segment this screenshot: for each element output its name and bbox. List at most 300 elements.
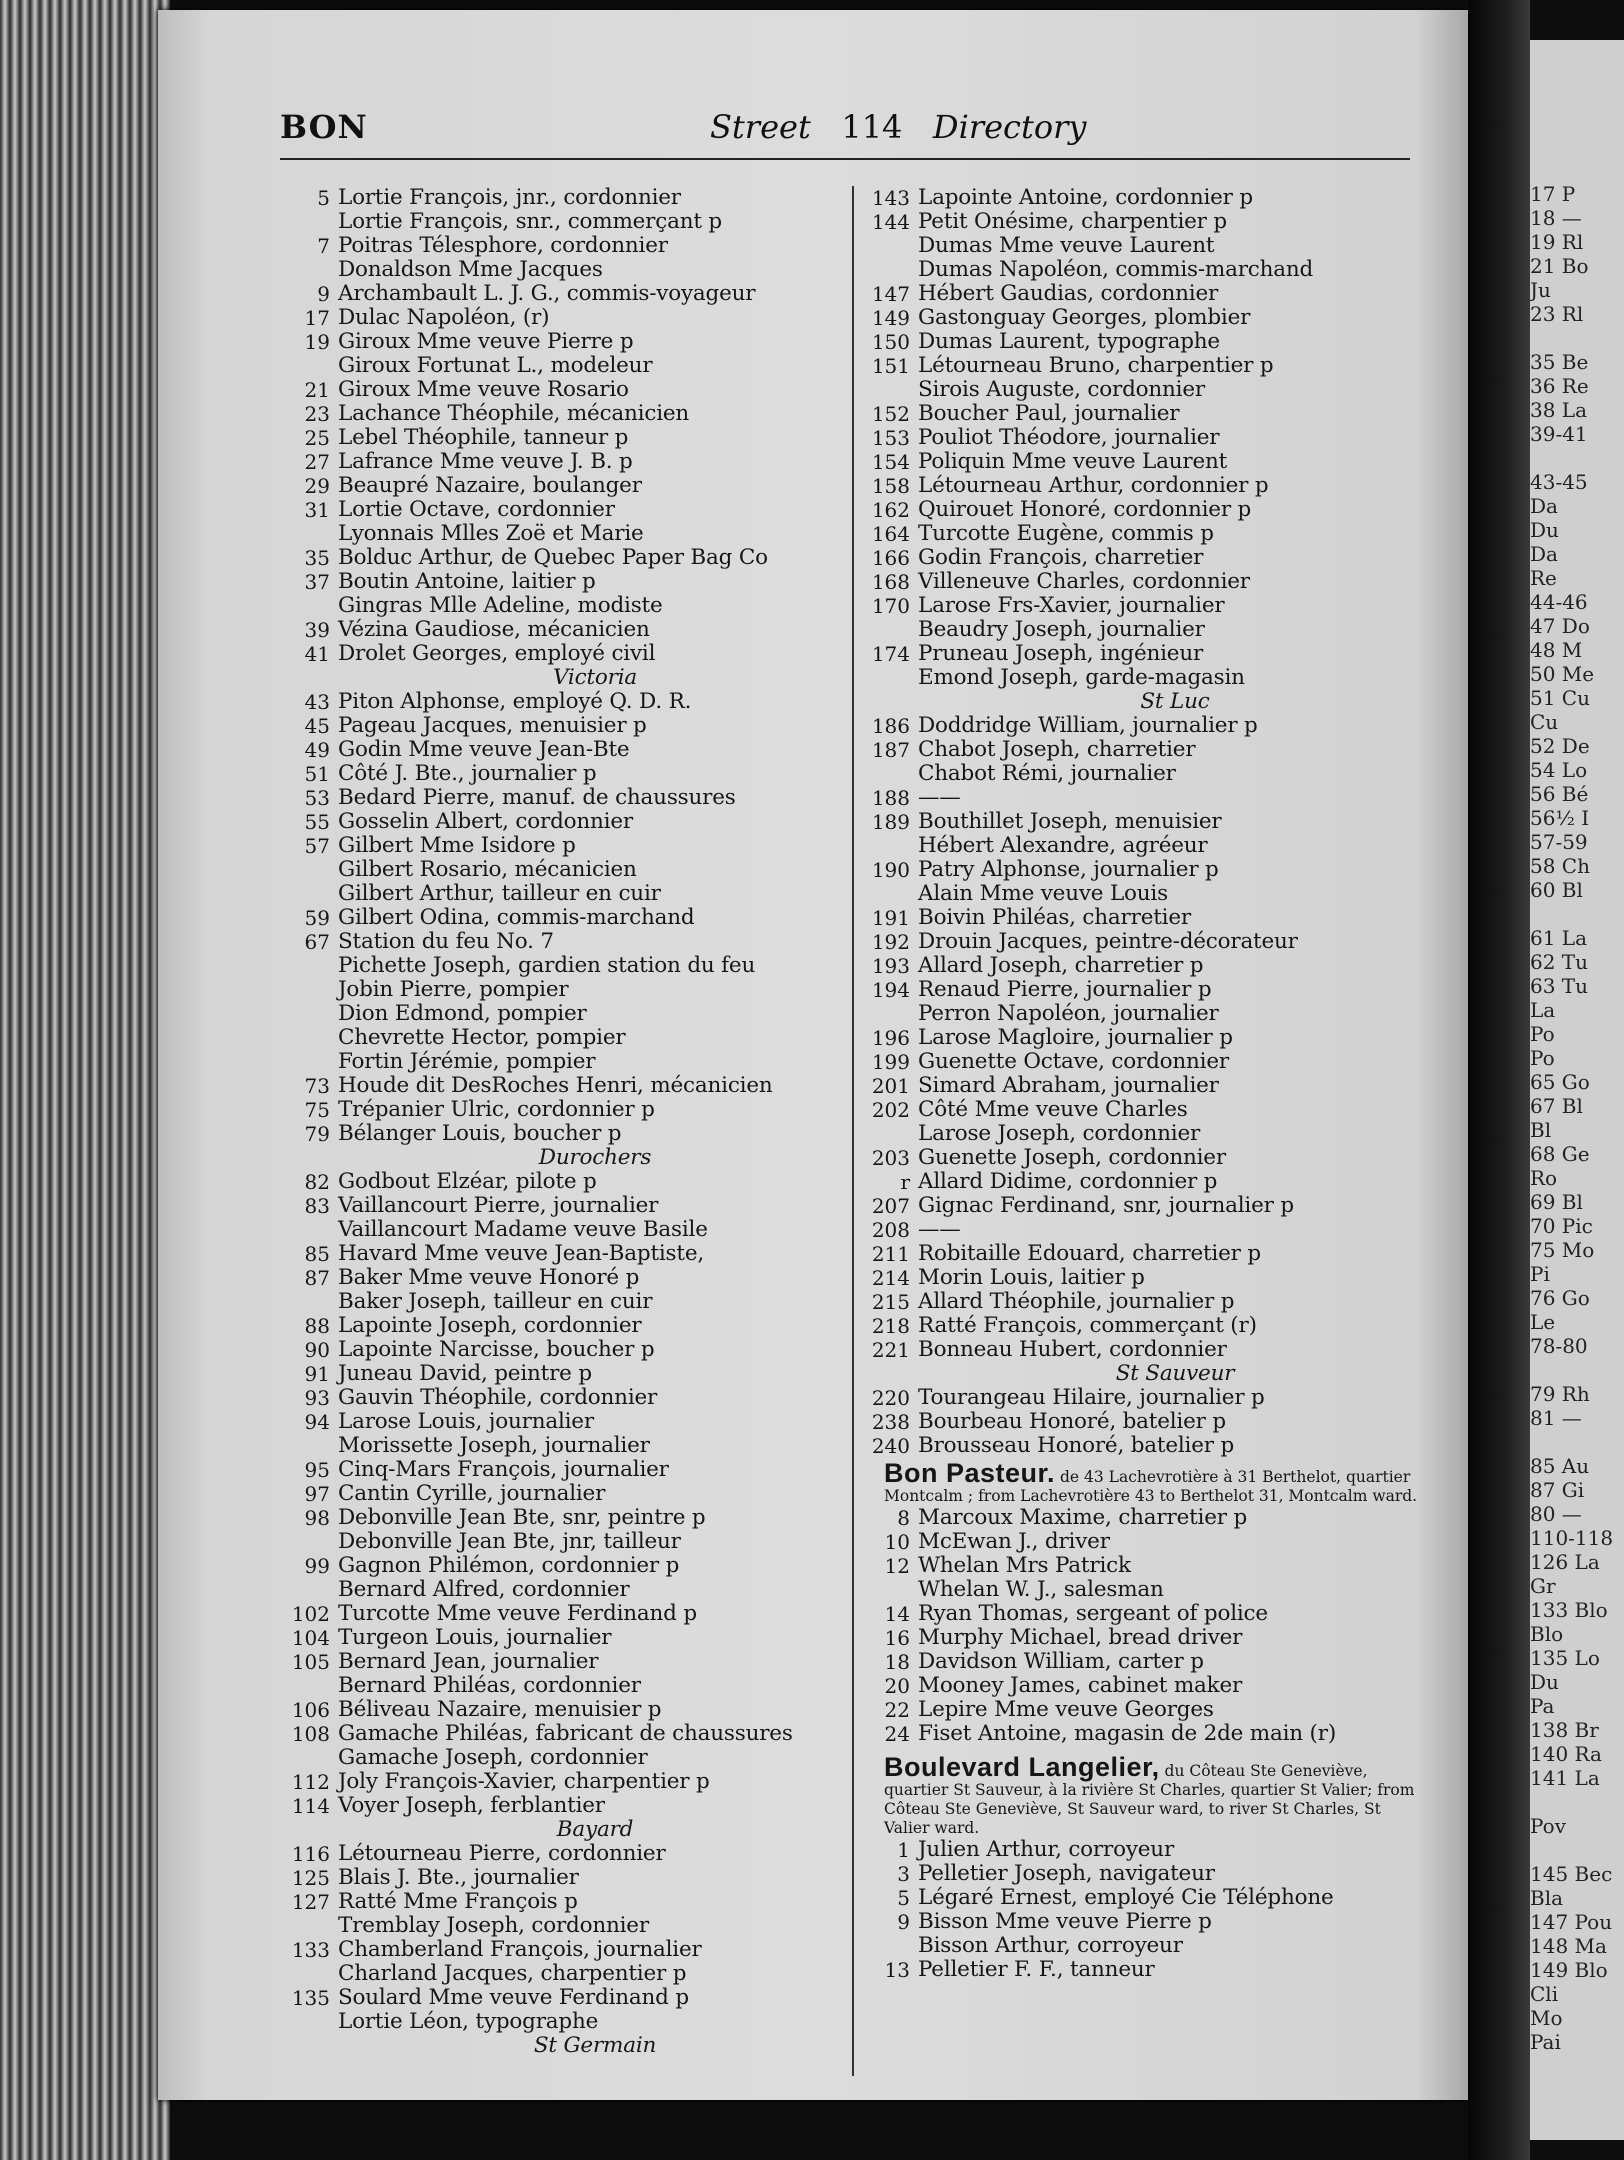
resident-name: Larose Magloire, journalier p — [918, 1025, 1233, 1050]
house-number: 8 — [897, 1506, 910, 1530]
facing-page-line — [1530, 1166, 1624, 1190]
directory-entry — [280, 258, 850, 282]
facing-page-text — [1530, 1358, 1624, 1382]
directory-entry — [860, 570, 1430, 594]
facing-page-line — [1530, 1142, 1624, 1166]
resident-name: Marcoux Maxime, charretier p — [918, 1505, 1248, 1530]
house-number — [860, 1002, 918, 1026]
facing-page-text: 51 Cu — [1530, 686, 1590, 710]
directory-entry — [280, 1218, 850, 1242]
boulevard-heading — [860, 1752, 1430, 1838]
directory-entry — [280, 1122, 850, 1146]
house-number — [860, 1578, 918, 1602]
resident-name: Lortie François, jnr., cordonnier — [338, 185, 681, 210]
book-gutter — [1468, 0, 1530, 2160]
resident-name: Houde dit DesRoches Henri, mécanicien — [338, 1073, 773, 1098]
house-number — [860, 234, 918, 258]
directory-entry — [860, 1530, 1430, 1554]
house-number: 208 — [871, 1218, 910, 1242]
facing-page-line — [1530, 1526, 1624, 1550]
resident-name: Charland Jacques, charpentier p — [338, 1961, 687, 1986]
cross-street-name: Durochers — [538, 1145, 652, 1170]
bon-pasteur-heading — [860, 1458, 1430, 1506]
resident-name: Chabot Joseph, charretier — [918, 737, 1196, 762]
resident-name: Gastonguay Georges, plombier — [918, 305, 1251, 330]
resident-name: Gingras Mlle Adeline, modiste — [338, 593, 663, 618]
cross-street-name: Victoria — [552, 665, 638, 690]
facing-page-line — [1530, 350, 1624, 374]
facing-page-text: Da — [1530, 494, 1558, 518]
directory-entry — [860, 1146, 1430, 1170]
facing-page-line — [1530, 182, 1624, 206]
house-number — [860, 762, 918, 786]
facing-page-line — [1530, 1982, 1624, 2006]
facing-page-line — [1530, 1718, 1624, 1742]
facing-page-text: 70 Pic — [1530, 1214, 1593, 1238]
facing-page-text: 56 Bé — [1530, 782, 1589, 806]
facing-page-line — [1530, 302, 1624, 326]
resident-name: Vaillancourt Pierre, journalier — [338, 1193, 659, 1218]
resident-name: Béliveau Nazaire, menuisier p — [338, 1697, 662, 1722]
facing-page-text: La — [1530, 998, 1556, 1022]
house-number — [860, 882, 918, 906]
resident-name: Ryan Thomas, sergeant of police — [918, 1601, 1268, 1626]
house-number — [280, 1434, 338, 1458]
directory-entry — [860, 978, 1430, 1002]
house-number: 18 — [884, 1650, 910, 1674]
facing-page-line — [1530, 1046, 1624, 1070]
house-number: 106 — [291, 1698, 330, 1722]
facing-page-line — [1530, 1646, 1624, 1670]
facing-page-line — [1530, 230, 1624, 254]
house-number: 9 — [317, 282, 330, 306]
resident-name: Lyonnais Mlles Zoë et Marie — [338, 521, 644, 546]
house-number — [280, 1050, 338, 1074]
resident-name: Larose Louis, journalier — [338, 1409, 594, 1434]
directory-entry — [860, 1314, 1430, 1338]
directory-entry — [860, 426, 1430, 450]
facing-page-line — [1530, 1958, 1624, 1982]
directory-entry — [860, 1506, 1430, 1530]
house-number: 91 — [304, 1362, 330, 1386]
directory-entry — [280, 546, 850, 570]
resident-name: Allard Didime, cordonnier p — [918, 1169, 1218, 1194]
house-number: 20 — [884, 1674, 910, 1698]
house-number: 112 — [291, 1770, 330, 1794]
resident-name: Voyer Joseph, ferblantier — [338, 1793, 605, 1818]
resident-name: Dumas Mme veuve Laurent — [918, 233, 1215, 258]
directory-entry — [280, 210, 850, 234]
facing-page-line — [1530, 1238, 1624, 1262]
directory-entry — [280, 618, 850, 642]
facing-page-text: 54 Lo — [1530, 758, 1588, 782]
facing-page-text: 48 M — [1530, 638, 1583, 662]
directory-entry — [860, 1434, 1430, 1458]
directory-entry — [860, 1074, 1430, 1098]
street-name: Boulevard Langelier, — [884, 1752, 1160, 1782]
house-number: 13 — [884, 1958, 910, 1982]
house-number: r — [900, 1170, 910, 1194]
house-number: 199 — [871, 1050, 910, 1074]
cross-street-label — [280, 2034, 850, 2058]
house-number: 133 — [291, 1938, 330, 1962]
directory-entry — [280, 1602, 850, 1626]
facing-page-text: 57-59 — [1530, 830, 1588, 854]
directory-entry — [280, 882, 850, 906]
facing-page-text: 147 Pou — [1530, 1910, 1613, 1934]
resident-name: Tremblay Joseph, cordonnier — [338, 1913, 649, 1938]
directory-entry — [860, 1170, 1430, 1194]
facing-page-text: Da — [1530, 542, 1558, 566]
facing-page-text: 145 Bec — [1530, 1862, 1613, 1886]
resident-name: Gosselin Albert, cordonnier — [338, 809, 633, 834]
house-number: 57 — [304, 834, 330, 858]
house-number — [280, 354, 338, 378]
directory-entry — [860, 474, 1430, 498]
house-number: 202 — [871, 1098, 910, 1122]
directory-entry — [280, 714, 850, 738]
directory-entry — [860, 594, 1430, 618]
facing-page-line — [1530, 1358, 1624, 1382]
directory-entry — [280, 498, 850, 522]
directory-entry — [860, 1338, 1430, 1362]
facing-page-line — [1530, 1574, 1624, 1598]
facing-page-text: 60 Bl — [1530, 878, 1583, 902]
house-number: 188 — [871, 786, 910, 810]
facing-page-line — [1530, 1478, 1624, 1502]
directory-entry — [280, 450, 850, 474]
directory-entry — [860, 1650, 1430, 1674]
house-number: 105 — [291, 1650, 330, 1674]
resident-name: Cantin Cyrille, journalier — [338, 1481, 606, 1506]
facing-page-text: Ju — [1530, 278, 1551, 302]
resident-name: Turcotte Mme veuve Ferdinand p — [338, 1601, 697, 1626]
directory-entry — [280, 1674, 850, 1698]
house-number: 10 — [884, 1530, 910, 1554]
directory-entry — [280, 1626, 850, 1650]
resident-name: Whelan Mrs Patrick — [918, 1553, 1131, 1578]
directory-entry — [860, 1290, 1430, 1314]
resident-name: Hébert Gaudias, cordonnier — [918, 281, 1219, 306]
resident-name: Lapointe Antoine, cordonnier p — [918, 185, 1253, 210]
house-number: 27 — [304, 450, 330, 474]
house-number: 168 — [871, 570, 910, 594]
resident-name: Gilbert Rosario, mécanicien — [338, 857, 637, 882]
resident-name: Boucher Paul, journalier — [918, 401, 1180, 426]
directory-entry — [280, 1650, 850, 1674]
directory-entry — [860, 1602, 1430, 1626]
directory-entry — [280, 786, 850, 810]
house-number: 97 — [304, 1482, 330, 1506]
resident-name: Quirouet Honoré, cordonnier p — [918, 497, 1252, 522]
directory-entry — [280, 858, 850, 882]
house-number: 55 — [304, 810, 330, 834]
cross-street-label — [280, 666, 850, 690]
resident-name: Piton Alphonse, employé Q. D. R. — [338, 689, 692, 714]
resident-name: Havard Mme veuve Jean-Baptiste, — [338, 1241, 704, 1266]
facing-page-text: 21 Bo — [1530, 254, 1589, 278]
facing-page-line — [1530, 974, 1624, 998]
resident-name: Villeneuve Charles, cordonnier — [918, 569, 1250, 594]
directory-entry — [860, 666, 1430, 690]
house-number: 162 — [871, 498, 910, 522]
house-number: 35 — [304, 546, 330, 570]
facing-page-text: 68 Ge — [1530, 1142, 1590, 1166]
directory-entry — [860, 786, 1430, 810]
facing-page-text: 149 Blo — [1530, 1958, 1608, 1982]
facing-page-text: Le — [1530, 1310, 1556, 1334]
facing-page-text: 18 — — [1530, 206, 1582, 230]
cross-street-name: St Sauveur — [1115, 1361, 1235, 1386]
house-number — [280, 258, 338, 282]
resident-name: Guenette Octave, cordonnier — [918, 1049, 1229, 1074]
house-number: 85 — [304, 1242, 330, 1266]
directory-entry — [860, 1122, 1430, 1146]
facing-page-text: 87 Gi — [1530, 1478, 1585, 1502]
house-number: 3 — [897, 1862, 910, 1886]
facing-page-text: 140 Ra — [1530, 1742, 1602, 1766]
directory-entry — [280, 1050, 850, 1074]
directory-entry — [860, 642, 1430, 666]
resident-name: Giroux Mme veuve Rosario — [338, 377, 629, 402]
facing-page-line — [1530, 590, 1624, 614]
directory-entry — [860, 714, 1430, 738]
street-description: du Côteau Ste Geneviève, quartier St Sauveur, à la rivière St Charles, quartier St Valier; from Côteau Ste Geneviève, St Sauveur ward, to river St Charles, St Valier ward. — [884, 1762, 1415, 1837]
facing-page-line — [1530, 1454, 1624, 1478]
facing-page-text: 38 La — [1530, 398, 1588, 422]
house-number: 187 — [871, 738, 910, 762]
resident-name: Pouliot Théodore, journalier — [918, 425, 1220, 450]
house-number: 154 — [871, 450, 910, 474]
house-number: 1 — [897, 1838, 910, 1862]
house-number: 192 — [871, 930, 910, 954]
house-number: 211 — [871, 1242, 910, 1266]
facing-page-text: 78-80 — [1530, 1334, 1588, 1358]
resident-name: Chamberland François, journalier — [338, 1937, 702, 1962]
section-label: BON — [280, 108, 368, 146]
resident-name: Larose Frs-Xavier, journalier — [918, 593, 1225, 618]
facing-page-line — [1530, 1406, 1624, 1430]
facing-page-text: Cu — [1530, 710, 1559, 734]
directory-entry — [860, 930, 1430, 954]
directory-entry — [860, 738, 1430, 762]
facing-page-text: 81 — — [1530, 1406, 1582, 1430]
resident-name: Fortin Jérémie, pompier — [338, 1049, 596, 1074]
house-number: 189 — [871, 810, 910, 834]
house-number: 43 — [304, 690, 330, 714]
facing-page-line — [1530, 926, 1624, 950]
directory-entry — [280, 330, 850, 354]
directory-entry — [280, 2010, 850, 2034]
resident-name: —— — [918, 785, 961, 810]
house-number: 201 — [871, 1074, 910, 1098]
resident-name: Vaillancourt Madame veuve Basile — [338, 1217, 708, 1242]
facing-page-line — [1530, 782, 1624, 806]
resident-name: Bedard Pierre, manuf. de chaussures — [338, 785, 736, 810]
facing-page-text: Gr — [1530, 1574, 1556, 1598]
house-number — [280, 522, 338, 546]
resident-name: Davidson William, carter p — [918, 1649, 1204, 1674]
resident-name: Gagnon Philémon, cordonnier p — [338, 1553, 680, 1578]
house-number — [280, 1530, 338, 1554]
facing-page-text: 126 La — [1530, 1550, 1600, 1574]
facing-page-line — [1530, 1502, 1624, 1526]
house-number — [280, 1002, 338, 1026]
directory-entry — [280, 1338, 850, 1362]
house-number: 14 — [884, 1602, 910, 1626]
facing-page-line — [1530, 2006, 1624, 2030]
house-number: 95 — [304, 1458, 330, 1482]
house-number — [280, 1290, 338, 1314]
facing-page-text: Bl — [1530, 1118, 1552, 1142]
resident-name: Gilbert Arthur, tailleur en cuir — [338, 881, 661, 906]
resident-name: Pichette Joseph, gardien station du feu — [338, 953, 756, 978]
resident-name: Hébert Alexandre, agréeur — [918, 833, 1208, 858]
resident-name: Lachance Théophile, mécanicien — [338, 401, 690, 426]
house-number: 218 — [871, 1314, 910, 1338]
directory-entry — [280, 570, 850, 594]
facing-page-text: 36 Re — [1530, 374, 1589, 398]
facing-page-line — [1530, 1694, 1624, 1718]
resident-name: Côté Mme veuve Charles — [918, 1097, 1188, 1122]
resident-name: Lapointe Joseph, cordonnier — [338, 1313, 642, 1338]
directory-entry — [280, 690, 850, 714]
facing-page-text — [1530, 1790, 1624, 1814]
directory-entry — [860, 1002, 1430, 1026]
facing-page-line — [1530, 614, 1624, 638]
directory-entry — [860, 450, 1430, 474]
cross-street-label — [280, 1818, 850, 1842]
facing-page-text: Po — [1530, 1046, 1555, 1070]
directory-entry — [860, 1218, 1430, 1242]
directory-entry — [280, 1722, 850, 1746]
house-number — [280, 2010, 338, 2034]
directory-entry — [280, 474, 850, 498]
resident-name: —— — [918, 1217, 961, 1242]
resident-name: Doddridge William, journalier p — [918, 713, 1258, 738]
resident-name: Létourneau Pierre, cordonnier — [338, 1841, 666, 1866]
resident-name: Légaré Ernest, employé Cie Téléphone — [918, 1885, 1334, 1910]
directory-entry — [860, 1674, 1430, 1698]
header-directory: Directory — [932, 108, 1087, 146]
resident-name: Bouthillet Joseph, menuisier — [918, 809, 1222, 834]
house-number: 59 — [304, 906, 330, 930]
house-number — [280, 1962, 338, 1986]
house-number: 29 — [304, 474, 330, 498]
house-number: 240 — [871, 1434, 910, 1458]
page-number: 114 — [841, 108, 903, 146]
facing-page-line — [1530, 1742, 1624, 1766]
house-number: 82 — [304, 1170, 330, 1194]
resident-name: Fiset Antoine, magasin de 2de main (r) — [918, 1721, 1337, 1746]
directory-entry — [280, 1434, 850, 1458]
directory-entry — [280, 1866, 850, 1890]
facing-page-line — [1530, 902, 1624, 926]
directory-entry — [860, 618, 1430, 642]
house-number: 220 — [871, 1386, 910, 1410]
facing-page-text: Cli — [1530, 1982, 1559, 2006]
house-number — [860, 1122, 918, 1146]
house-number: 196 — [871, 1026, 910, 1050]
resident-name: Allard Théophile, journalier p — [918, 1289, 1235, 1314]
directory-entry — [280, 642, 850, 666]
directory-entry — [280, 810, 850, 834]
directory-entry — [280, 834, 850, 858]
house-number: 151 — [871, 354, 910, 378]
house-number: 51 — [304, 762, 330, 786]
house-number: 190 — [871, 858, 910, 882]
facing-page-text: 138 Br — [1530, 1718, 1599, 1742]
facing-page-text: 85 Au — [1530, 1454, 1590, 1478]
house-number — [280, 882, 338, 906]
directory-entry — [280, 1242, 850, 1266]
resident-name: Debonville Jean Bte, snr, peintre p — [338, 1505, 706, 1530]
directory-entry — [280, 1770, 850, 1794]
house-number: 215 — [871, 1290, 910, 1314]
resident-name: Dulac Napoléon, (r) — [338, 305, 550, 330]
facing-page-line — [1530, 1094, 1624, 1118]
facing-page-text: Du — [1530, 518, 1559, 542]
cross-street-name: St Germain — [533, 2033, 657, 2058]
resident-name: Lortie François, snr., commerçant p — [338, 209, 722, 234]
house-number: 102 — [291, 1602, 330, 1626]
resident-name: Bourbeau Honoré, batelier p — [918, 1409, 1226, 1434]
house-number — [860, 666, 918, 690]
facing-page-lines — [1530, 182, 1624, 2054]
house-number: 75 — [304, 1098, 330, 1122]
resident-name: Turgeon Louis, journalier — [338, 1625, 612, 1650]
directory-entry — [280, 1914, 850, 1938]
resident-name: Cinq-Mars François, journalier — [338, 1457, 669, 1482]
resident-name: Giroux Fortunat L., modeleur — [338, 353, 653, 378]
directory-entry — [860, 810, 1430, 834]
house-number: 166 — [871, 546, 910, 570]
resident-name: Joly François-Xavier, charpentier p — [338, 1769, 710, 1794]
facing-page-text: Pa — [1530, 1694, 1555, 1718]
facing-page-line — [1530, 2030, 1624, 2054]
house-number: 45 — [304, 714, 330, 738]
facing-page-line — [1530, 950, 1624, 974]
directory-entry — [280, 594, 850, 618]
resident-name: Bélanger Louis, boucher p — [338, 1121, 622, 1146]
resident-name: Blais J. Bte., journalier — [338, 1865, 579, 1890]
facing-page-text: 110-118 — [1530, 1526, 1614, 1550]
directory-entry — [280, 306, 850, 330]
facing-page-line — [1530, 1334, 1624, 1358]
facing-page-text: 44-46 — [1530, 590, 1588, 614]
directory-entry — [280, 1410, 850, 1434]
directory-entry — [860, 354, 1430, 378]
house-number: 7 — [317, 234, 330, 258]
facing-page-line — [1530, 1286, 1624, 1310]
resident-name: Bernard Alfred, cordonnier — [338, 1577, 630, 1602]
house-number: 9 — [897, 1910, 910, 1934]
house-number: 19 — [304, 330, 330, 354]
directory-entry — [860, 330, 1430, 354]
resident-name: Debonville Jean Bte, jnr, tailleur — [338, 1529, 681, 1554]
resident-name: Giroux Mme veuve Pierre p — [338, 329, 634, 354]
house-number — [280, 1218, 338, 1242]
directory-entry — [280, 1962, 850, 1986]
house-number: 37 — [304, 570, 330, 594]
house-number: 23 — [304, 402, 330, 426]
house-number — [860, 1934, 918, 1958]
directory-entry — [280, 1554, 850, 1578]
house-number: 49 — [304, 738, 330, 762]
facing-page-line — [1530, 1838, 1624, 1862]
directory-entry — [860, 906, 1430, 930]
house-number: 152 — [871, 402, 910, 426]
